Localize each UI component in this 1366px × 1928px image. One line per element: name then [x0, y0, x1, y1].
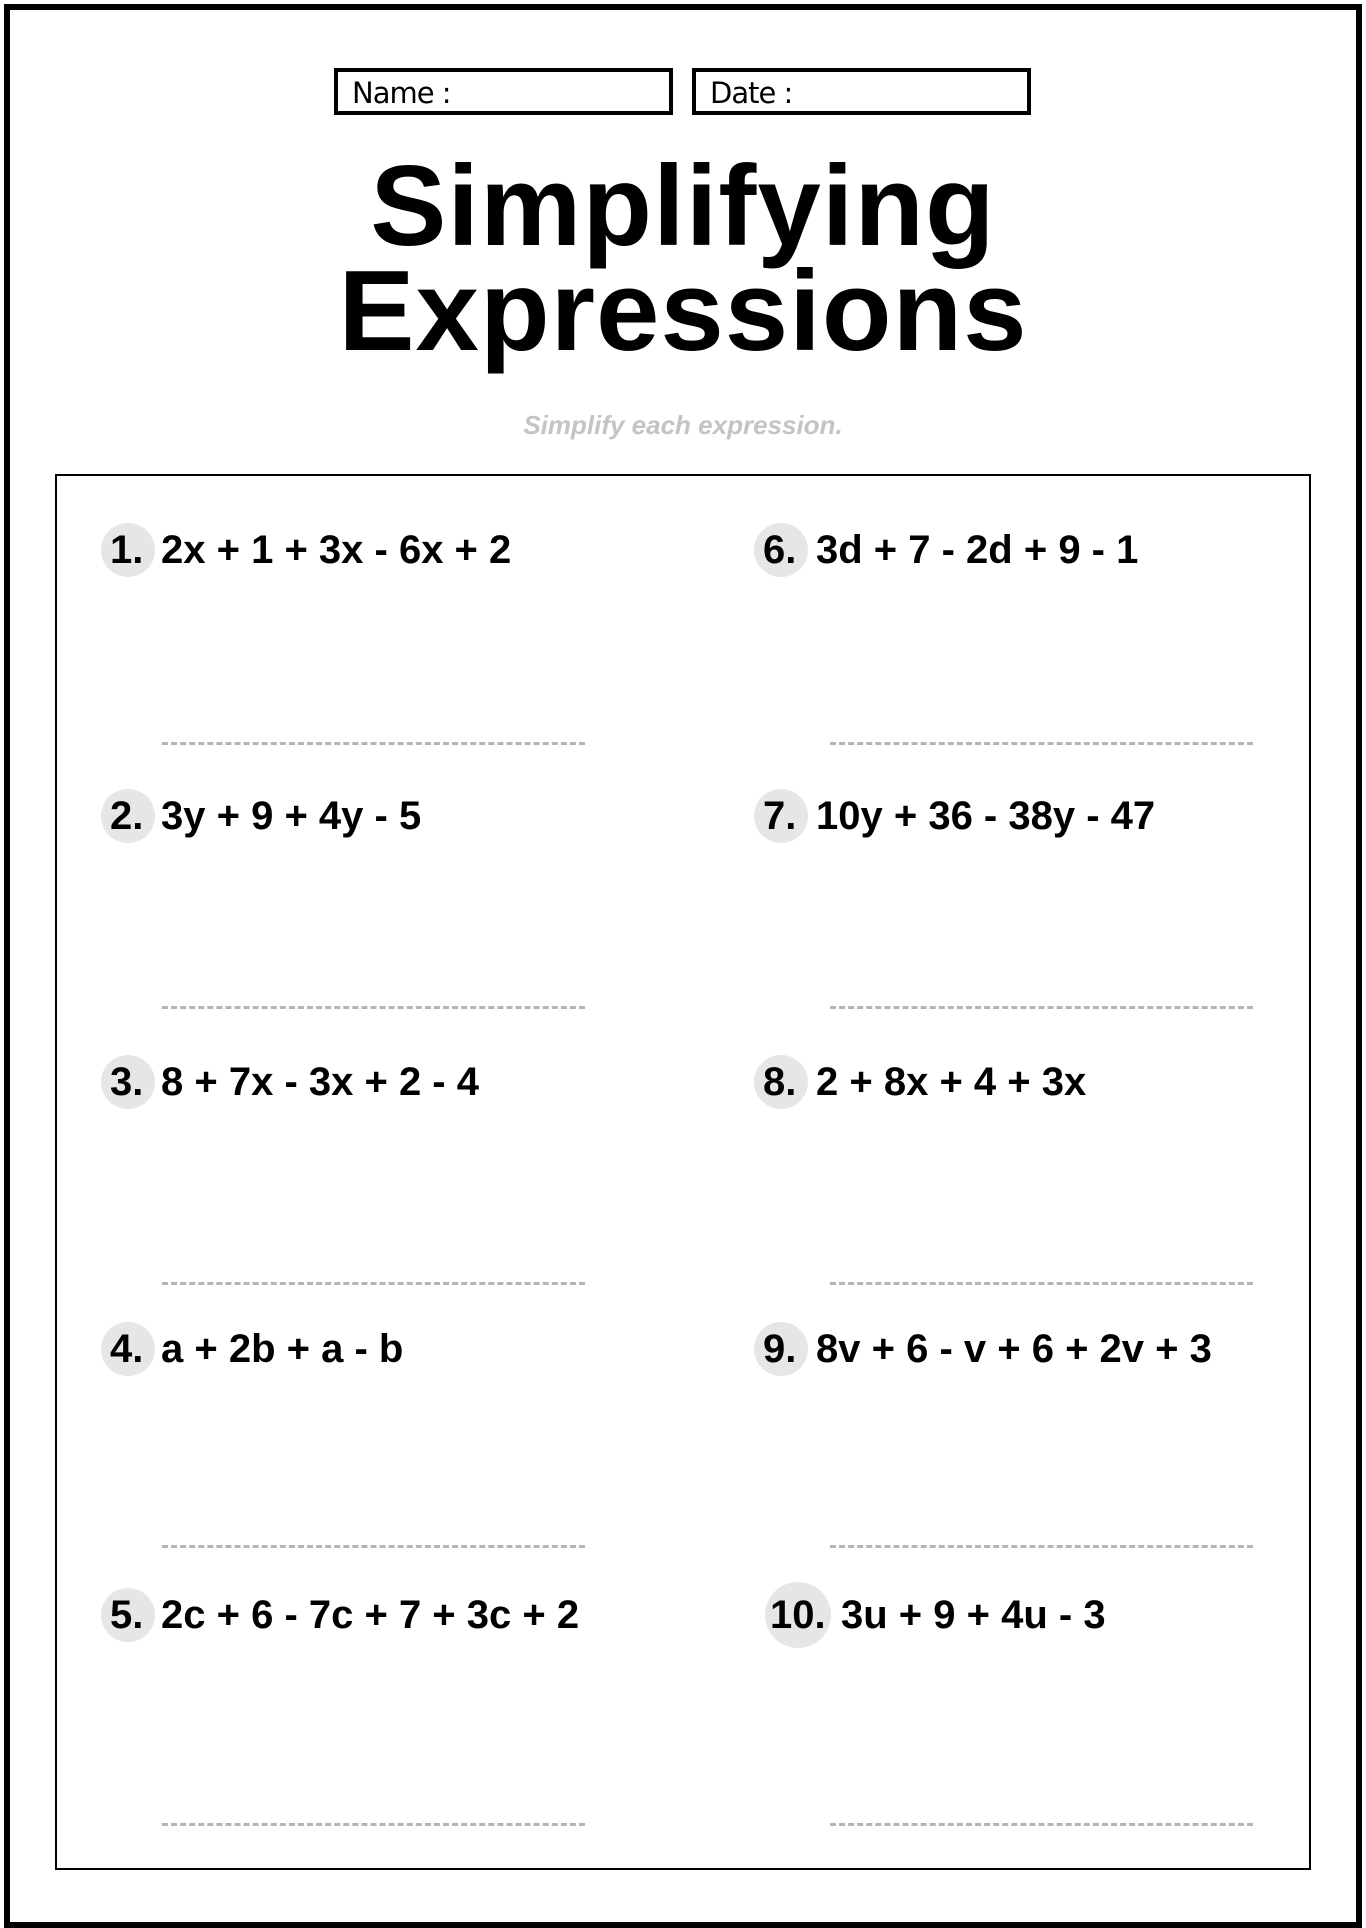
answer-line-7[interactable]	[830, 1006, 1253, 1009]
problem-expression: 3d + 7 - 2d + 9 - 1	[816, 528, 1139, 572]
problem-expression: 3y + 9 + 4y - 5	[161, 794, 422, 838]
problem-number: 4.	[110, 1327, 144, 1371]
page-title-line-1: Simplifying	[370, 143, 996, 270]
problem-expression: a + 2b + a - b	[161, 1327, 404, 1371]
date-label: Date :	[710, 76, 793, 110]
answer-line-1[interactable]	[162, 742, 585, 745]
answer-line-2[interactable]	[162, 1006, 585, 1009]
problem-expression: 8v + 6 - v + 6 + 2v + 3	[816, 1327, 1212, 1371]
name-label: Name :	[352, 76, 451, 110]
problem-number: 7.	[763, 794, 797, 838]
answer-line-3[interactable]	[162, 1282, 585, 1285]
problem-expression: 2x + 1 + 3x - 6x + 2	[161, 528, 512, 572]
name-field[interactable]	[334, 68, 673, 115]
problem-number: 5.	[110, 1593, 144, 1637]
answer-line-6[interactable]	[830, 742, 1253, 745]
problem-number: 8.	[763, 1060, 797, 1104]
problem-number: 3.	[110, 1060, 144, 1104]
problem-number: 9.	[763, 1327, 797, 1371]
answer-line-10[interactable]	[830, 1823, 1253, 1826]
problem-expression: 3u + 9 + 4u - 3	[841, 1593, 1106, 1637]
instructions: Simplify each expression.	[523, 410, 843, 440]
problem-number: 1.	[110, 528, 144, 572]
problem-expression: 2 + 8x + 4 + 3x	[816, 1060, 1087, 1104]
problem-number: 6.	[763, 528, 797, 572]
date-field[interactable]	[692, 68, 1031, 115]
answer-line-5[interactable]	[162, 1823, 585, 1826]
page-title-line-2: Expressions	[338, 248, 1028, 375]
problem-number: 2.	[110, 794, 144, 838]
answer-line-8[interactable]	[830, 1282, 1253, 1285]
problem-expression: 2c + 6 - 7c + 7 + 3c + 2	[161, 1593, 580, 1637]
answer-line-9[interactable]	[830, 1545, 1253, 1548]
problems-box	[55, 474, 1311, 1870]
problem-expression: 8 + 7x - 3x + 2 - 4	[161, 1060, 479, 1104]
problem-expression: 10y + 36 - 38y - 47	[816, 794, 1156, 838]
answer-line-4[interactable]	[162, 1545, 585, 1548]
problem-number: 10.	[770, 1593, 826, 1637]
